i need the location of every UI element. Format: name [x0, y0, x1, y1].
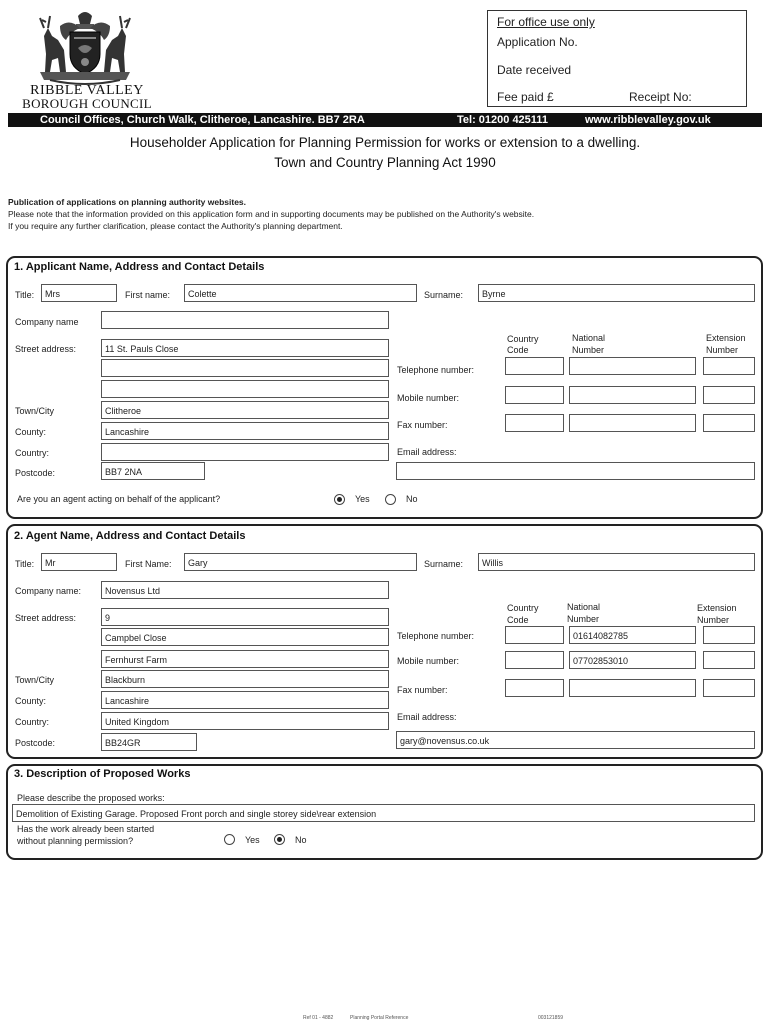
applicant-national-number-heading-2: Number [572, 345, 605, 355]
applicant-title-field[interactable]: Mrs [41, 284, 117, 302]
council-name-line1: RIBBLE VALLEY [30, 83, 144, 98]
receipt-no-label: Receipt No: [629, 90, 692, 104]
applicant-fax-code-field[interactable] [505, 414, 564, 432]
agent-first-name-label: First Name: [125, 559, 172, 569]
agent-national-number-heading-1: National [567, 602, 601, 612]
works-description-field[interactable]: Demolition of Existing Garage. Proposed Front porch and single storey side\rear extension [12, 804, 755, 822]
council-name-line2: BOROUGH COUNCIL [22, 96, 152, 111]
council-address: Council Offices, Church Walk, Clitheroe, Lancashire. BB7 2RA [40, 114, 365, 126]
applicant-telephone-extension-field[interactable] [703, 357, 755, 375]
agent-street-field-2[interactable]: Campbel Close [101, 628, 389, 646]
works-description-label: Please describe the proposed works: [17, 793, 165, 803]
applicant-first-name-label: First name: [125, 290, 171, 300]
agent-first-name-field[interactable]: Gary [184, 553, 417, 571]
applicant-company-field[interactable] [101, 311, 389, 329]
applicant-title-label: Title: [15, 290, 35, 300]
agent-county-label: County: [15, 696, 47, 706]
applicant-country-field[interactable] [101, 443, 389, 461]
publication-line2: If you require any further clarification, please contact the Authority's planning department. [8, 221, 343, 231]
footer-ref: Ref 01 - 4882 [303, 1015, 334, 1021]
work-started-yes-radio[interactable] [224, 834, 235, 845]
applicant-country-label: Country: [15, 448, 50, 458]
applicant-mobile-number-field[interactable] [569, 386, 696, 404]
agent-town-label: Town/City [15, 675, 55, 685]
agent-no-radio[interactable] [385, 494, 396, 505]
council-telephone: Tel: 01200 425111 [457, 114, 548, 126]
fee-paid-label: Fee paid £ [497, 90, 554, 104]
applicant-postcode-field[interactable]: BB7 2NA [101, 462, 205, 480]
applicant-street-field-3[interactable] [101, 380, 389, 398]
agent-fax-extension-field[interactable] [703, 679, 755, 697]
section-3-heading: 3. Description of Proposed Works [14, 768, 191, 780]
section-1-heading: 1. Applicant Name, Address and Contact Details [14, 261, 265, 273]
applicant-country-code-heading-2: Code [507, 345, 529, 355]
agent-surname-label: Surname: [424, 559, 464, 569]
application-no-label: Application No. [497, 35, 578, 49]
agent-country-field[interactable]: United Kingdom [101, 712, 389, 730]
applicant-surname-label: Surname: [424, 290, 464, 300]
agent-street-field-3[interactable]: Fernhurst Farm [101, 650, 389, 668]
agent-telephone-code-field[interactable] [505, 626, 564, 644]
agent-county-field[interactable]: Lancashire [101, 691, 389, 709]
agent-street-field-1[interactable]: 9 [101, 608, 389, 626]
agent-street-label: Street address: [15, 613, 77, 623]
agent-title-label: Title: [15, 559, 35, 569]
agent-mobile-code-field[interactable] [505, 651, 564, 669]
applicant-county-label: County: [15, 427, 47, 437]
agent-title-field[interactable]: Mr [41, 553, 117, 571]
applicant-postcode-label: Postcode: [15, 468, 56, 478]
agent-yes-radio[interactable] [334, 494, 345, 505]
agent-company-field[interactable]: Novensus Ltd [101, 581, 389, 599]
council-website: www.ribblevalley.gov.uk [585, 114, 711, 126]
applicant-national-number-heading-1: National [572, 333, 606, 343]
applicant-town-field[interactable]: Clitheroe [101, 401, 389, 419]
agent-national-number-heading-2: Number [567, 614, 600, 624]
applicant-first-name-field[interactable]: Colette [184, 284, 417, 302]
applicant-fax-number-field[interactable] [569, 414, 696, 432]
applicant-street-field-2[interactable] [101, 359, 389, 377]
applicant-mobile-extension-field[interactable] [703, 386, 755, 404]
applicant-fax-label: Fax number: [397, 420, 448, 430]
applicant-email-field[interactable] [396, 462, 755, 480]
agent-company-label: Company name: [15, 586, 82, 596]
applicant-extension-heading-2: Number [706, 345, 739, 355]
applicant-fax-extension-field[interactable] [703, 414, 755, 432]
work-started-label-2: without planning permission? [17, 836, 134, 846]
applicant-surname-field[interactable]: Byrne [478, 284, 755, 302]
applicant-telephone-number-field[interactable] [569, 357, 696, 375]
agent-telephone-label: Telephone number: [397, 631, 475, 641]
agent-extension-heading-1: Extension [697, 603, 737, 613]
agent-mobile-number-field[interactable]: 07702853010 [569, 651, 696, 669]
agent-fax-code-field[interactable] [505, 679, 564, 697]
footer-number: 003121859 [538, 1015, 564, 1021]
agent-country-code-heading-1: Country [507, 603, 539, 613]
agent-question-label: Are you an agent acting on behalf of the applicant? [17, 494, 221, 504]
work-started-no-radio[interactable] [274, 834, 285, 845]
applicant-county-field[interactable]: Lancashire [101, 422, 389, 440]
work-started-yes-label: Yes [245, 835, 260, 845]
agent-email-label: Email address: [397, 712, 457, 722]
agent-yes-label: Yes [355, 494, 370, 504]
agent-mobile-label: Mobile number: [397, 656, 460, 666]
applicant-country-code-heading-1: Country [507, 334, 539, 344]
agent-surname-field[interactable]: Willis [478, 553, 755, 571]
applicant-mobile-label: Mobile number: [397, 393, 460, 403]
agent-country-code-heading-2: Code [507, 615, 529, 625]
agent-postcode-label: Postcode: [15, 738, 56, 748]
publication-line1: Please note that the information provided on this application form and in supporting documents may be published on the Authority's website. [8, 209, 535, 219]
applicant-town-label: Town/City [15, 406, 55, 416]
agent-telephone-extension-field[interactable] [703, 626, 755, 644]
applicant-street-label: Street address: [15, 344, 77, 354]
applicant-street-field-1[interactable]: 11 St. Pauls Close [101, 339, 389, 357]
applicant-email-label: Email address: [397, 447, 457, 457]
agent-extension-heading-2: Number [697, 615, 730, 625]
publication-heading: Publication of applications on planning authority websites. [8, 197, 247, 207]
agent-mobile-extension-field[interactable] [703, 651, 755, 669]
council-crest [30, 6, 140, 88]
applicant-mobile-code-field[interactable] [505, 386, 564, 404]
office-use-box [487, 10, 747, 107]
agent-telephone-number-field[interactable]: 01614082785 [569, 626, 696, 644]
council-contact-bar [8, 113, 762, 127]
agent-email-field[interactable]: gary@novensus.co.uk [396, 731, 755, 749]
agent-fax-number-field[interactable] [569, 679, 696, 697]
agent-fax-label: Fax number: [397, 685, 448, 695]
form-title-line1: Householder Application for Planning Permission for works or extension to a dwelling. [129, 135, 641, 150]
work-started-no-label: No [295, 835, 307, 845]
footer-portal-reference: Planning Portal Reference [350, 1015, 409, 1021]
applicant-telephone-label: Telephone number: [397, 365, 475, 375]
date-received-label: Date received [497, 63, 572, 77]
section-2-heading: 2. Agent Name, Address and Contact Details [14, 530, 246, 542]
office-use-title: For office use only [497, 15, 595, 29]
applicant-company-label: Company name [15, 317, 79, 327]
form-title-line2: Town and Country Planning Act 1990 [274, 155, 496, 170]
applicant-extension-heading-1: Extension [706, 333, 746, 343]
agent-postcode-field[interactable]: BB24GR [101, 733, 197, 751]
agent-town-field[interactable]: Blackburn [101, 670, 389, 688]
agent-country-label: Country: [15, 717, 50, 727]
work-started-label-1: Has the work already been started [17, 824, 155, 834]
applicant-telephone-code-field[interactable] [505, 357, 564, 375]
agent-no-label: No [406, 494, 418, 504]
